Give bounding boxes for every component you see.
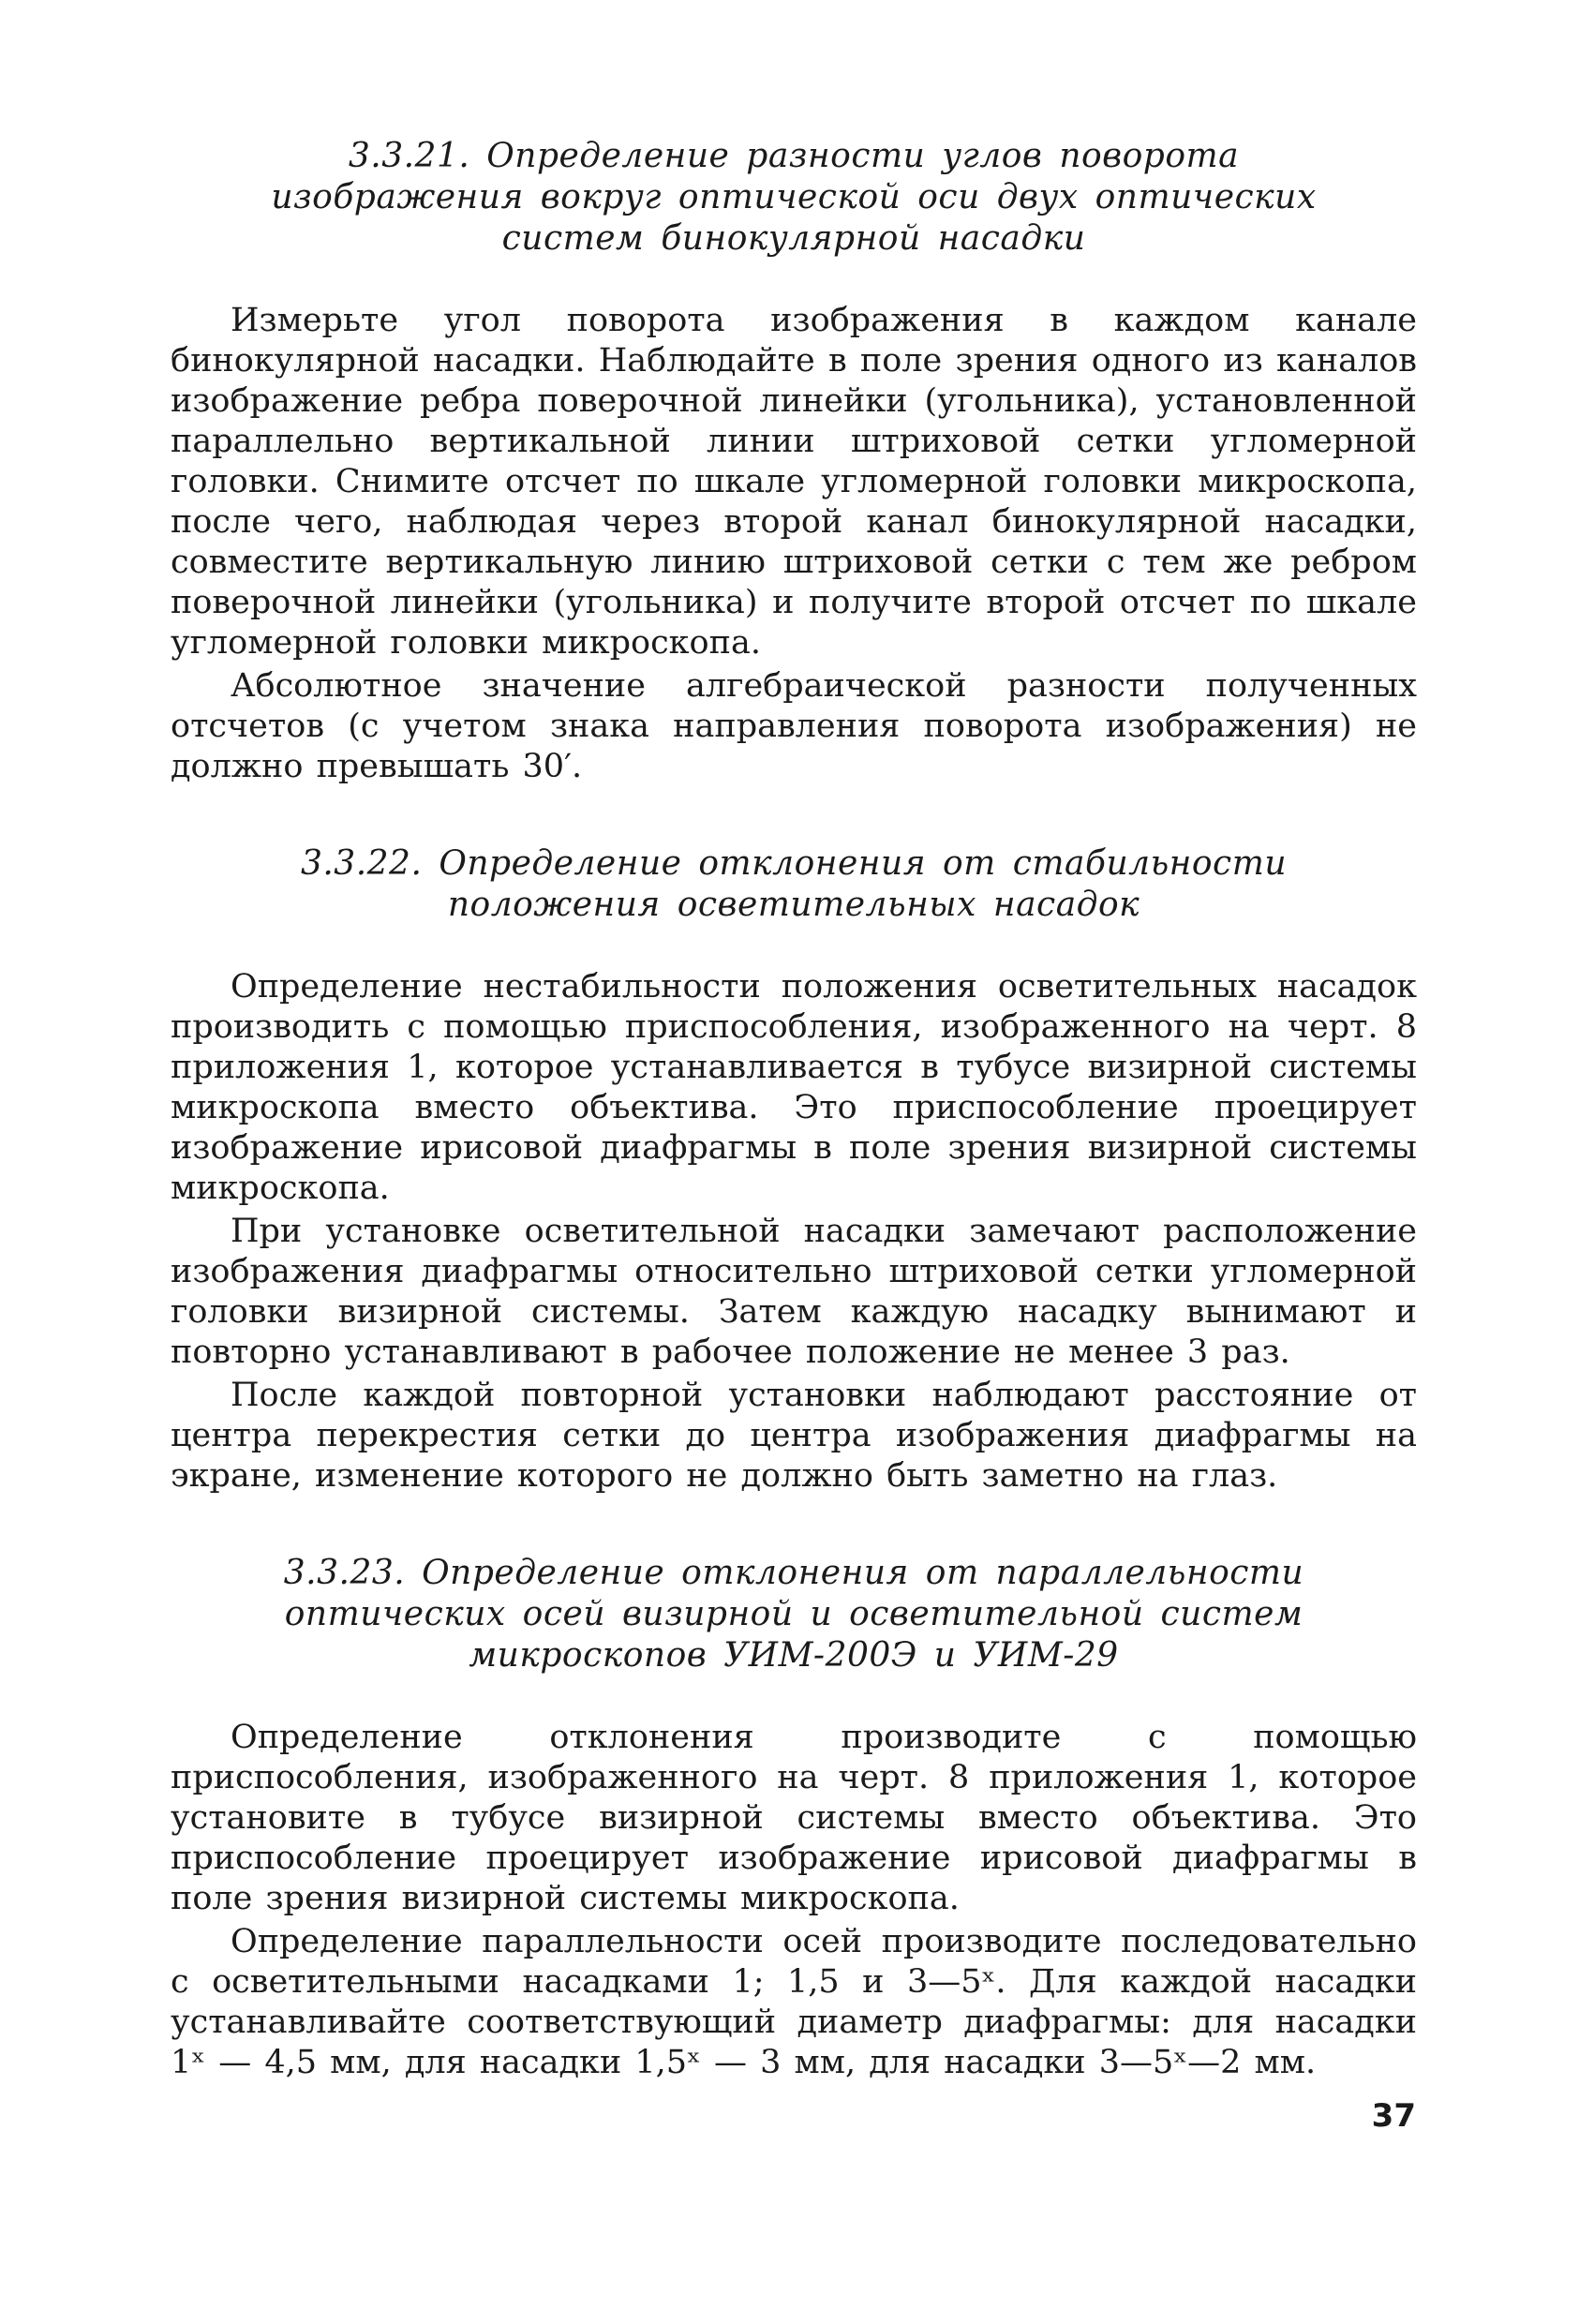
section-3-3-22: [171, 843, 1417, 1497]
paragraph: Измерьте угол поворота изображения в каждом канале бинокулярной насадки. Наблюдайте в поле зрения одного из каналов изображение ребра поверочной линейки (угольника), установленной параллельно вертикальной линии штриховой сетки угломерной головки. Снимите отсчет по шкале угломерной головки микроскопа, после чего, наблюдая через второй канал бинокулярной насадки, совместите вертикальную линию штриховой сетки с тем же ребром поверочной линейки (угольника) и получите второй отсчет по шкале угломерной головки микроскопа.: [171, 302, 1417, 662]
section-heading: 3.3.21. Определение разности углов поворота изображения вокруг оптической оси двух оптических систем бинокулярной насадки: [271, 137, 1317, 258]
section-3-3-23: [171, 1553, 1417, 2083]
paragraph: Абсолютное значение алгебраической разности полученных отсчетов (с учетом знака направления поворота изображения) не должно превышать 30′.: [171, 667, 1417, 785]
paragraph: Определение отклонения производите с помощью приспособления, изображенного на черт. 8 приложения 1, которое установите в тубусе визирной системы вместо объектива. Это приспособление проецирует изображение ирисовой диафрагмы в поле зрения визирной системы микроскопа.: [171, 1719, 1417, 1917]
paragraph: При установке осветительной насадки замечают расположение изображения диафрагмы относительно штриховой сетки угломерной головки визирной системы. Затем каждую насадку вынимают и повторно устанавливают в рабочее положение не менее 3 раз.: [171, 1213, 1417, 1371]
page-number: 37: [1371, 2097, 1416, 2135]
section-3-3-21: [171, 136, 1417, 787]
section-heading: 3.3.22. Определение отклонения от стабильности положения осветительных насадок: [300, 844, 1288, 924]
section-heading: 3.3.23. Определение отклонения от параллельности оптических осей визирной и осветительной систем микроскопов УИМ-200Э и УИМ-29: [283, 1554, 1304, 1675]
paragraph: Определение параллельности осей производите последовательно с осветительными насадками 1; 1,5 и 3—5ˣ. Для каждой насадки устанавливайте соответствующий диаметр диафрагмы: для насадки 1ˣ — 4,5 мм, для насадки 1,5ˣ — 3 мм, для насадки 3—5ˣ—2 мм.: [171, 1923, 1417, 2081]
document-page: [171, 136, 1417, 2139]
paragraph: После каждой повторной установки наблюдают расстояние от центра перекрестия сетки до центра изображения диафрагмы на экране, изменение которого не должно быть заметно на глаз.: [171, 1377, 1417, 1495]
paragraph: Определение нестабильности положения осветительных насадок производить с помощью приспособления, изображенного на черт. 8 приложения 1, которое устанавливается в тубусе визирной системы микроскопа вместо объектива. Это приспособление проецирует изображение ирисовой диафрагмы в поле зрения визирной системы микроскопа.: [171, 968, 1417, 1207]
